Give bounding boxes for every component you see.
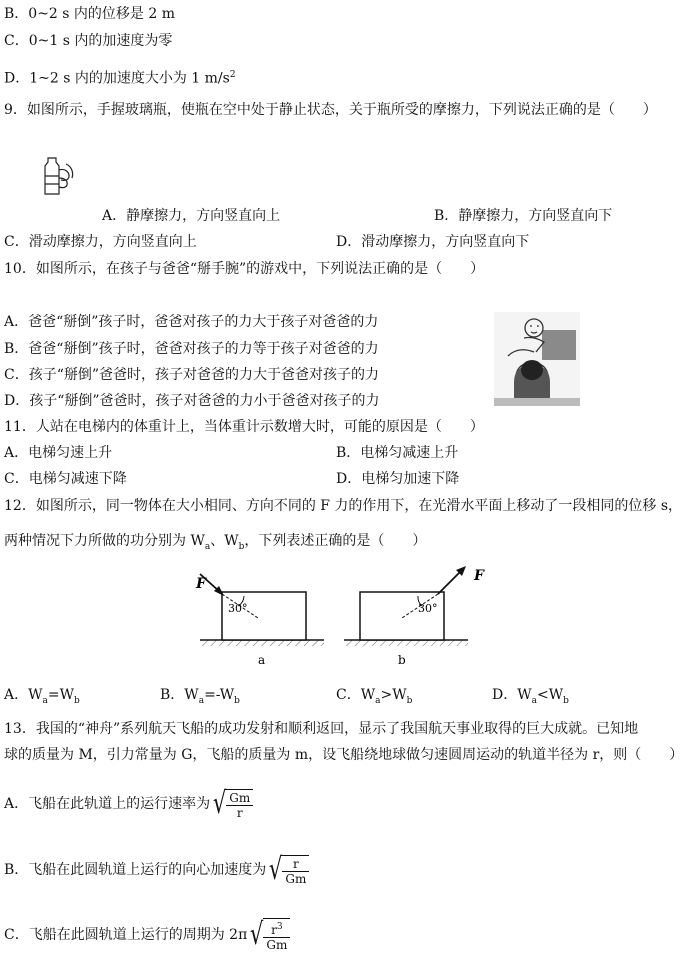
q8-option-d: D．1~2 s 内的加速度大小为 1 $m/s^2$ xyxy=(4,70,236,87)
q13-stem-line1: 13．我国的“神舟”系列航天飞船的成功发射和顺利返回，显示了我国航天事业取得的巨大成就。已知地 xyxy=(4,721,639,737)
q13-option-b: B．飞船在此圆轨道上运行的向心加速度为 √ $\frac{r}{Gm}$ xyxy=(4,850,309,890)
arm-wrestling-figure xyxy=(494,312,580,406)
q13-option-c: C．飞船在此圆轨道上运行的周期为 2π √ $\frac{r^3}{Gm}$ xyxy=(4,914,290,956)
sqrt-expression-c: √ $\frac{r^3}{Gm}$ xyxy=(247,918,290,952)
q11-option-b: B．电梯匀减速上升 xyxy=(336,445,459,461)
q12-option-c: C．$W_a>W_b$ xyxy=(336,687,413,706)
q10-option-b: B．爸爸“掰倒”孩子时，爸爸对孩子的力等于孩子对爸爸的力 xyxy=(4,341,379,357)
q11-stem: 11．人站在电梯内的体重计上，当体重计示数增大时，可能的原因是（ ） xyxy=(4,419,484,435)
q12-option-b: B．$W_a=-W_b$ xyxy=(160,687,240,706)
q12-stem-line2: 两种情况下力所做的功分别为 $W_a$、$W_b$，下列表述正确的是（ ） xyxy=(4,533,427,552)
q12-option-d: D．$W_a<W_b$ xyxy=(492,687,569,706)
figure-label-a: a xyxy=(258,653,266,667)
figure-a xyxy=(195,574,324,667)
q8-option-c: C．0~1 s 内的加速度为零 xyxy=(4,33,173,49)
figure-b xyxy=(344,566,485,667)
q13-stem-line2: 球的质量为 M，引力常量为 G，飞船的质量为 m，设飞船绕地球做匀速圆周运动的轨道半径为 r，则（ ） xyxy=(4,747,684,763)
force-label-a: F xyxy=(196,576,206,592)
sqrt-expression-a: √ $\frac{Gm}{r}$ xyxy=(210,789,253,820)
q10-option-d: D．孩子“掰倒”爸爸时，孩子对爸爸的力小于爸爸对孩子的力 xyxy=(4,393,380,409)
bottle-hand-figure xyxy=(38,152,82,200)
q12-stem-line1: 12．如图所示，同一物体在大小相同、方向不同的 F 力的作用下，在光滑水平面上移动了一段相同的位移 s， xyxy=(4,498,683,514)
force-label-b: F xyxy=(474,568,484,584)
q11-option-a: A．电梯匀速上升 xyxy=(4,445,113,461)
q8-option-b: B．0~2 s 内的位移是 2 m xyxy=(4,6,176,22)
q9-option-d: D．滑动摩擦力，方向竖直向下 xyxy=(336,234,530,250)
figure-label-b: b xyxy=(398,653,406,667)
angle-label-a: 30° xyxy=(228,602,248,615)
q11-option-d: D．电梯匀加速下降 xyxy=(336,471,460,487)
force-diagram xyxy=(186,560,496,672)
q10-option-a: A．爸爸“掰倒”孩子时，爸爸对孩子的力大于孩子对爸爸的力 xyxy=(4,314,379,330)
q10-stem: 10．如图所示，在孩子与爸爸“掰手腕”的游戏中，下列说法正确的是（ ） xyxy=(4,261,485,277)
q13-option-a: A．飞船在此轨道上的运行速率为 √ $\frac{Gm}{r}$ xyxy=(4,784,253,824)
q11-option-c: C．电梯匀减速下降 xyxy=(4,471,127,487)
angle-label-b: 30° xyxy=(418,602,438,615)
q9-option-a: A．静摩擦力，方向竖直向上 xyxy=(102,208,281,224)
q9-option-b: B．静摩擦力，方向竖直向下 xyxy=(434,208,613,224)
q10-option-c: C．孩子“掰倒”爸爸时，孩子对爸爸的力大于爸爸对孩子的力 xyxy=(4,367,380,383)
q9-stem: 9．如图所示，手握玻璃瓶，使瓶在空中处于静止状态，关于瓶所受的摩擦力，下列说法正确的是（ ） xyxy=(4,102,657,118)
sqrt-expression-b: √ $\frac{r}{Gm}$ xyxy=(266,855,309,886)
q9-option-c: C．滑动摩擦力，方向竖直向上 xyxy=(4,234,197,250)
q12-option-a: A．$W_a=W_b$ xyxy=(4,687,80,706)
